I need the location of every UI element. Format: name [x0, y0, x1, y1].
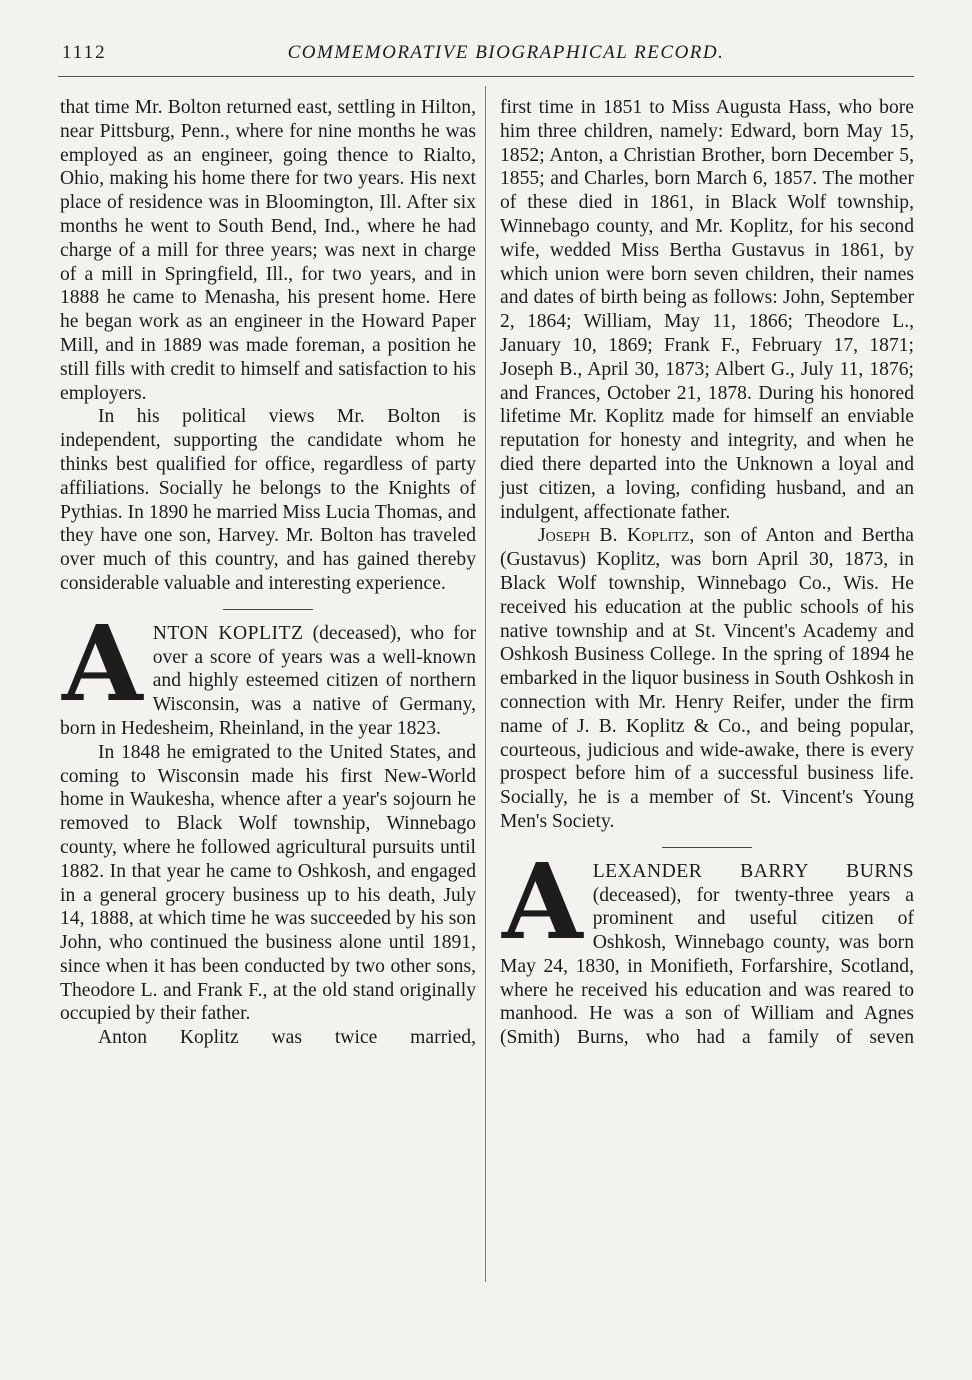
page-header — [58, 40, 914, 77]
bolton-paragraph-2: In his political views Mr. Bolton is independent, supporting the candidate whom he thinks best qualified for office, regardless of party affiliations. Socially he belongs to the Knights of Pythias. In 1890 he married Miss Lucia Thomas, and they have one son, Harvey. Mr. Bolton has traveled over much of this country, and has gained thereby considerable valuable and interesting experience. — [60, 406, 476, 594]
koplitz-paragraph-2: In 1848 he emigrated to the United States, and coming to Wisconsin made his first New-World home in Waukesha, whence after a year's sojourn he removed to Black Wolf township, Winnebago county, where he followed agricultural pursuits until 1882. In that year he came to Oshkosh, and engaged in a general grocery business up to his death, July 14, 1888, at which time he was succeeded by his son John, who continued the business alone until 1891, since when it has been conducted by two other sons, Theodore L. and Frank F., at the old stand originally occupied by their father. — [60, 741, 476, 1025]
section-rule — [662, 847, 752, 848]
burns-entry — [500, 860, 914, 1050]
entry-intro-text: (deceased), for twenty-three years a prominent and useful citizen of Oshkosh, Winnebago county, was born May 24, 1830, in Monifieth, Forfarshire, Scotland, where he received his education and was reared to manhood. He was a son of William and Agnes (Smith) Burns, who had a family of seven — [500, 884, 914, 1049]
koplitz-paragraph-3: Anton Koplitz was twice married, — [98, 1027, 476, 1049]
entry-text: , son of Anton and Bertha (Gustavus) Koplitz, was born April 30, 1873, in Black Wolf township, Winnebago Co., Wis. He received his education at the public schools of his native township and at St. Vincent's Academy and Oshkosh Business College. In the spring of 1894 he embarked in the liquor business in South Oshkosh in connection with Mr. Henry Reifer, under the firm name of J. B. Koplitz & Co., and being popular, courteous, judicious and wide-awake, there is every prospect before him of a successful business life. Socially, he is a member of St. Vincent's Young Men's Society. — [500, 525, 914, 832]
running-title: COMMEMORATIVE BIOGRAPHICAL RECORD. — [287, 42, 725, 63]
entry-intro-text: (deceased), who for over a score of years was a well-known and highly esteemed citizen of northern Wisconsin, was a native of Germany, born in Hedesheim, Rheinland, in the year 1823. — [60, 622, 476, 739]
joseph-koplitz-paragraph — [500, 524, 914, 833]
page-number: 1112 — [62, 42, 107, 63]
section-rule — [223, 609, 313, 610]
drop-cap: A — [502, 859, 583, 963]
bolton-paragraph-1: that time Mr. Bolton returned east, settling in Hilton, near Pittsburg, Penn., where for nine months he was employed as an engineer, going thence to Rialto, Ohio, making his home there for two years. His next place of residence was in Bloomington, Ill. After six months he went to South Bend, Ind., where he had charge of a mill for three years; was next in charge of a mill in Springfield, Ill., for two years, and in 1888 he came to Menasha, his present home. Here he began work as an engineer in the Howard Paper Mill, and in 1889 was made foreman, a position he still fills with credit to himself and satisfaction to his employers. — [60, 97, 476, 404]
left-column — [60, 96, 476, 1050]
koplitz-entry — [60, 622, 476, 741]
koplitz-paragraph-continued: first time in 1851 to Miss Augusta Hass, who bore him three children, namely: Edward, born May 15, 1852; Anton, a Christian Brother, born December 5, 1855; and Charles, born March 6, 1857. The mother of these died in 1861, in Black Wolf township, Winnebago county, and Mr. Koplitz, for his second wife, wedded Miss Bertha Gustavus in 1861, by which union were born seven children, their names and dates of birth being as follows: John, September 2, 1864; William, May 11, 1866; Theodore L., January 10, 1869; Frank F., February 17, 1871; Joseph B., April 30, 1873; Albert G., July 11, 1876; and Frances, October 21, 1878. During his honored lifetime Mr. Koplitz made for himself an enviable reputation for honesty and integrity, and when he died there departed into the Unknown a loyal and just citizen, a loving, confiding husband, and an indulgent, affectionate father. — [500, 97, 914, 523]
right-column — [500, 96, 914, 1050]
entry-name: NTON KOPLITZ — [152, 622, 304, 644]
entry-name: LEXANDER BARRY BURNS — [592, 860, 914, 882]
drop-cap: A — [62, 621, 143, 725]
column-divider — [485, 86, 486, 1282]
entry-name: Joseph B. Koplitz — [538, 525, 690, 547]
